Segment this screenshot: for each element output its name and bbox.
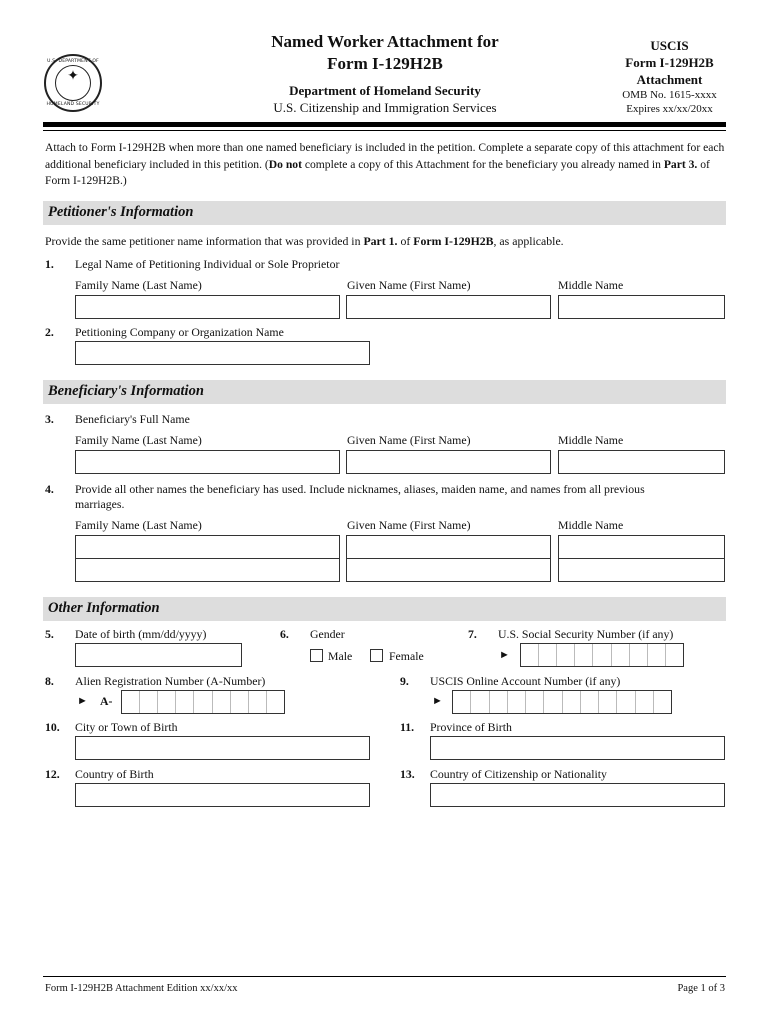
footer-edition: Form I-129H2B Attachment Edition xx/xx/xx (45, 983, 238, 994)
q1-middle-label: Middle Name (558, 278, 624, 292)
uscis-label: USCIS (650, 38, 689, 53)
section-title: Petitioner's Information (48, 204, 194, 220)
section-title: Other Information (48, 600, 160, 616)
page-number: Page 1 of 3 (677, 983, 725, 994)
section-title: Beneficiary's Information (48, 383, 204, 399)
q10-number: 10. (45, 720, 60, 734)
beneficiary-family-name-input[interactable] (75, 450, 340, 474)
arrow-icon: ► (432, 695, 443, 707)
q9-number: 9. (400, 674, 409, 688)
intro-paragraph: Attach to Form I-129H2B when more than one named beneficiary is included in the petition. Complete a separate copy of this attachment for each additional beneficiary included in this petition. (Do not complete a copy of this Attachment for the beneficiary you already named in Part 3. of Form I-129H2B.) (45, 141, 725, 187)
q5-label: Date of birth (mm/dd/yyyy) (75, 627, 207, 641)
province-of-birth-input[interactable] (430, 736, 725, 760)
gender-male-label: Male (328, 649, 353, 663)
expiration-date: Expires xx/xx/20xx (626, 103, 713, 115)
q3-number: 3. (45, 412, 54, 426)
petitioner-middle-name-input[interactable] (558, 295, 725, 319)
other-middle-name-input-2[interactable] (558, 558, 725, 582)
q4-given-label: Given Name (First Name) (347, 518, 471, 532)
petitioner-family-name-input[interactable] (75, 295, 340, 319)
department-name: Department of Homeland Security (289, 83, 481, 98)
q9-label: USCIS Online Account Number (if any) (430, 674, 621, 688)
q4-label-line2: marriages. (75, 497, 125, 511)
q13-label: Country of Citizenship or Nationality (430, 767, 607, 781)
q2-number: 2. (45, 325, 54, 339)
other-family-name-input-1[interactable] (75, 535, 340, 559)
q3-given-label: Given Name (First Name) (347, 433, 471, 447)
section-other-header (43, 597, 726, 621)
q13-number: 13. (400, 767, 415, 781)
q12-label: Country of Birth (75, 767, 154, 781)
q5-number: 5. (45, 627, 54, 641)
arrow-icon: ► (499, 649, 510, 661)
seal-lettering-top: U.S. DEPARTMENT OF (47, 59, 99, 64)
gender-female-checkbox[interactable] (370, 649, 383, 662)
omb-number: OMB No. 1615-xxxx (622, 89, 717, 101)
dhs-seal (44, 54, 102, 112)
q1-given-label: Given Name (First Name) (347, 278, 471, 292)
q4-number: 4. (45, 482, 54, 496)
q3-family-label: Family Name (Last Name) (75, 433, 202, 447)
form-id: Form I-129H2B (625, 55, 714, 70)
q7-label: U.S. Social Security Number (if any) (498, 627, 674, 641)
q3-label: Beneficiary's Full Name (75, 412, 190, 426)
form-title-line2: Form I-129H2B (327, 54, 443, 73)
petitioning-company-input[interactable] (75, 341, 370, 365)
form-title-line1: Named Worker Attachment for (271, 32, 499, 51)
other-given-name-input-1[interactable] (346, 535, 551, 559)
petitioner-instruction: Provide the same petitioner name information that was provided in Part 1. of Form I-129H2B, as applicable. (45, 234, 564, 248)
q4-label-line1: Provide all other names the beneficiary has used. Include nicknames, aliases, maiden name, and names from all previous (75, 482, 645, 496)
beneficiary-given-name-input[interactable] (346, 450, 551, 474)
gender-male-checkbox[interactable] (310, 649, 323, 662)
q2-label: Petitioning Company or Organization Name (75, 325, 284, 339)
q6-label: Gender (310, 627, 345, 641)
attachment-label: Attachment (636, 72, 703, 87)
q6-number: 6. (280, 627, 289, 641)
date-of-birth-input[interactable] (75, 643, 242, 667)
section-beneficiary-header (43, 380, 726, 404)
q8-number: 8. (45, 674, 54, 688)
beneficiary-middle-name-input[interactable] (558, 450, 725, 474)
ssn-input[interactable] (520, 643, 684, 667)
q1-family-label: Family Name (Last Name) (75, 278, 202, 292)
a-number-prefix: A- (100, 694, 113, 708)
q3-middle-label: Middle Name (558, 433, 624, 447)
q11-label: Province of Birth (430, 720, 512, 734)
city-of-birth-input[interactable] (75, 736, 370, 760)
q10-label: City or Town of Birth (75, 720, 178, 734)
q8-label: Alien Registration Number (A-Number) (75, 674, 266, 688)
gender-female-label: Female (389, 649, 424, 663)
petitioner-given-name-input[interactable] (346, 295, 551, 319)
q4-middle-label: Middle Name (558, 518, 624, 532)
agency-name: U.S. Citizenship and Immigration Services (273, 100, 497, 115)
other-given-name-input-2[interactable] (346, 558, 551, 582)
country-of-birth-input[interactable] (75, 783, 370, 807)
header-divider-thick (43, 122, 726, 127)
q11-number: 11. (400, 720, 415, 734)
arrow-icon: ► (77, 695, 88, 707)
q1-label: Legal Name of Petitioning Individual or Sole Proprietor (75, 257, 340, 271)
header-divider-thin (43, 130, 726, 131)
uscis-online-account-input[interactable] (452, 690, 672, 714)
other-middle-name-input-1[interactable] (558, 535, 725, 559)
seal-lettering-bottom: HOMELAND SECURITY (46, 102, 100, 107)
q7-number: 7. (468, 627, 477, 641)
eagle-icon: ✦ (67, 69, 79, 84)
a-number-input[interactable] (121, 690, 285, 714)
q4-family-label: Family Name (Last Name) (75, 518, 202, 532)
q12-number: 12. (45, 767, 60, 781)
other-family-name-input-2[interactable] (75, 558, 340, 582)
footer-divider (43, 976, 726, 977)
country-of-citizenship-input[interactable] (430, 783, 725, 807)
q1-number: 1. (45, 257, 54, 271)
section-petitioner-header (43, 201, 726, 225)
